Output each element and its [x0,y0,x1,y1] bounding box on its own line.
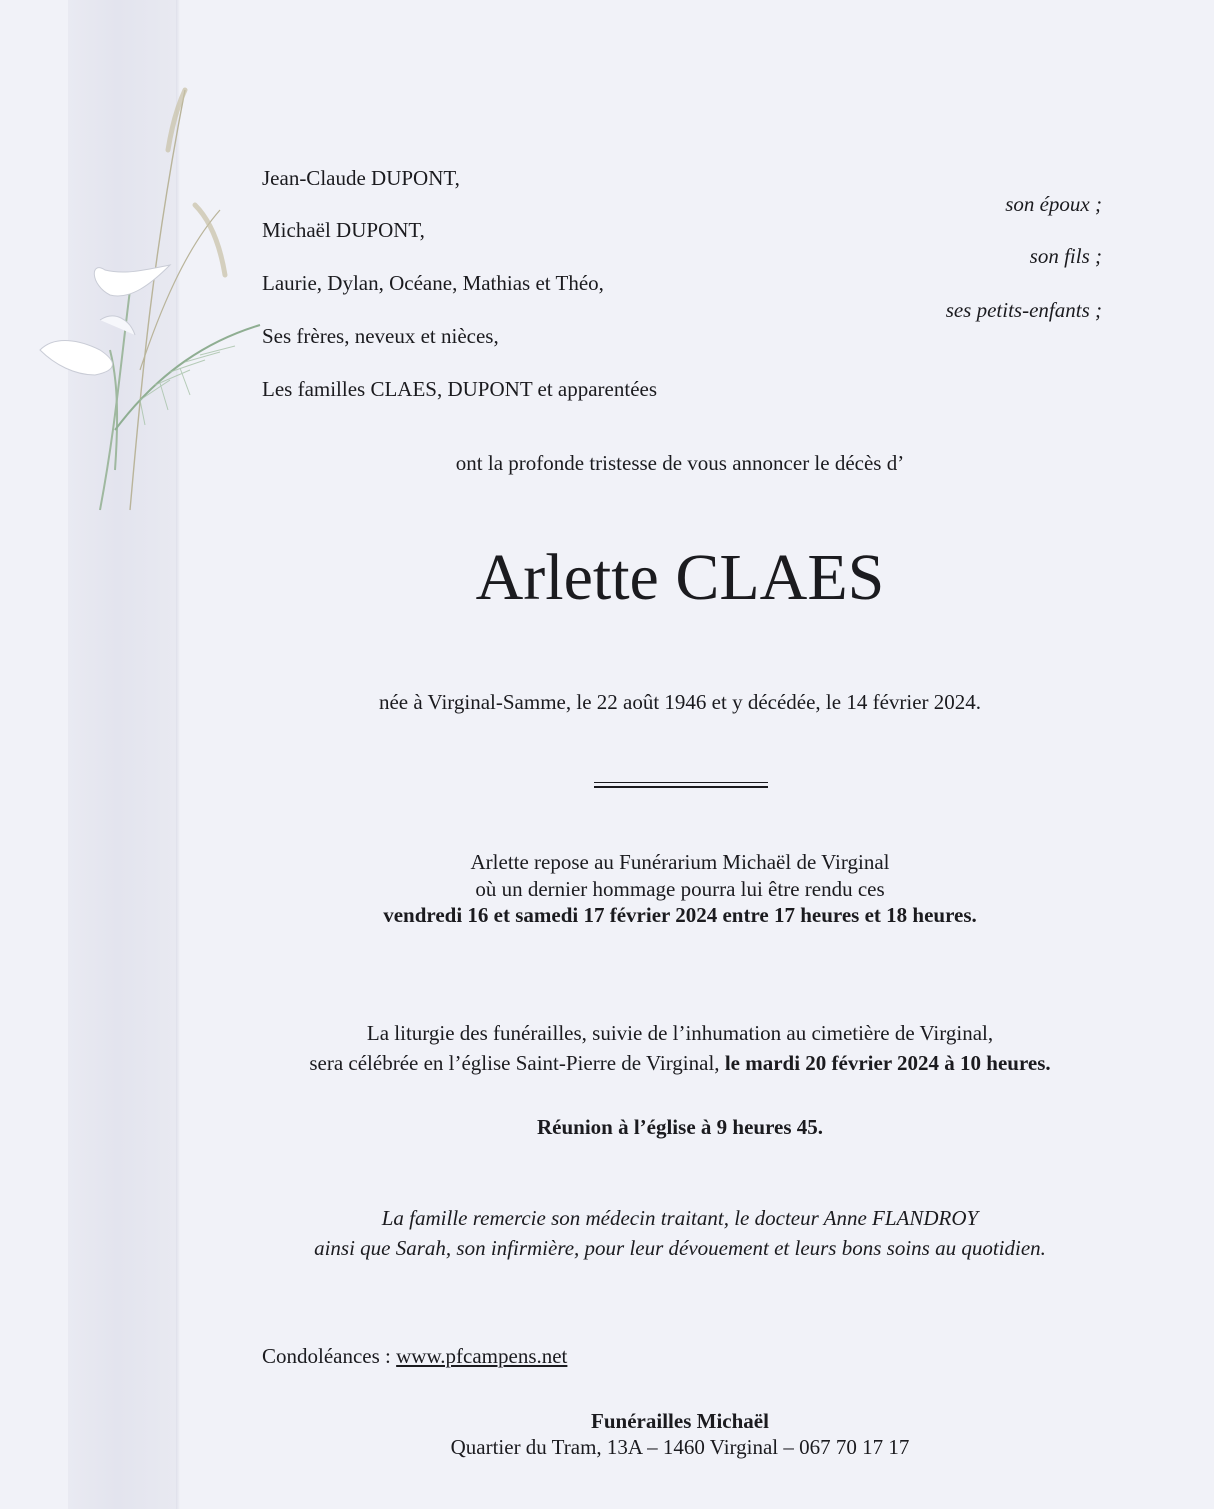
thanks-line-2: ainsi que Sarah, son infirmière, pour leur dévouement et leurs bons soins au quotidien. [314,1236,1046,1260]
undertaker-address: Quartier du Tram, 13A – 1460 Virginal – 067 70 17 17 [450,1435,910,1459]
funeral-line-1: La liturgie des funérailles, suivie de l’inhumation au cimetière de Virginal, [366,1021,994,1045]
birth-death-line: née à Virginal-Samme, le 22 août 1946 et y décédée, le 14 février 2024. [378,690,982,714]
deceased-name: Arlette CLAES [475,541,885,614]
condolences-label: Condoléances : [262,1344,397,1368]
thanks-line-1: La famille remercie son médecin traitant, le docteur Anne FLANDROY [381,1206,979,1230]
visitation-line-1: Arlette repose au Funérarium Michaël de Virginal [470,850,890,874]
funeral-date: le mardi 20 février 2024 à 10 heures. [724,1051,1051,1075]
separator-rule [594,786,768,788]
church-meeting: Réunion à l’église à 9 heures 45. [536,1115,824,1139]
family-name-4: Ses frères, neveux et nièces, [262,324,499,348]
condolences-link[interactable]: www.pfcampens.net [396,1344,568,1368]
funeral-line-2 [0,1051,1214,1076]
family-name-3: Laurie, Dylan, Océane, Mathias et Théo, [262,271,604,295]
family-relation-1: son époux ; [1005,192,1102,216]
announcement-text: ont la profonde tristesse de vous annoncer le décès d’ [455,451,905,475]
family-relation-2: son fils ; [1029,244,1102,268]
funeral-church: sera célébrée en l’église Saint-Pierre de Virginal, [309,1051,725,1075]
undertaker-name: Funérailles Michaël [591,1409,769,1433]
family-name-2: Michaël DUPONT, [262,218,425,242]
visitation-line-2: où un dernier hommage pourra lui être rendu ces [475,877,885,901]
family-name-1: Jean-Claude DUPONT, [262,166,460,190]
visitation-dates: vendredi 16 et samedi 17 février 2024 entre 17 heures et 18 heures. [383,903,977,927]
condolences [262,1344,567,1369]
separator-rule-top [594,782,768,783]
family-name-5: Les familles CLAES, DUPONT et apparentées [262,377,658,401]
family-relation-3: ses petits-enfants ; [945,298,1102,322]
